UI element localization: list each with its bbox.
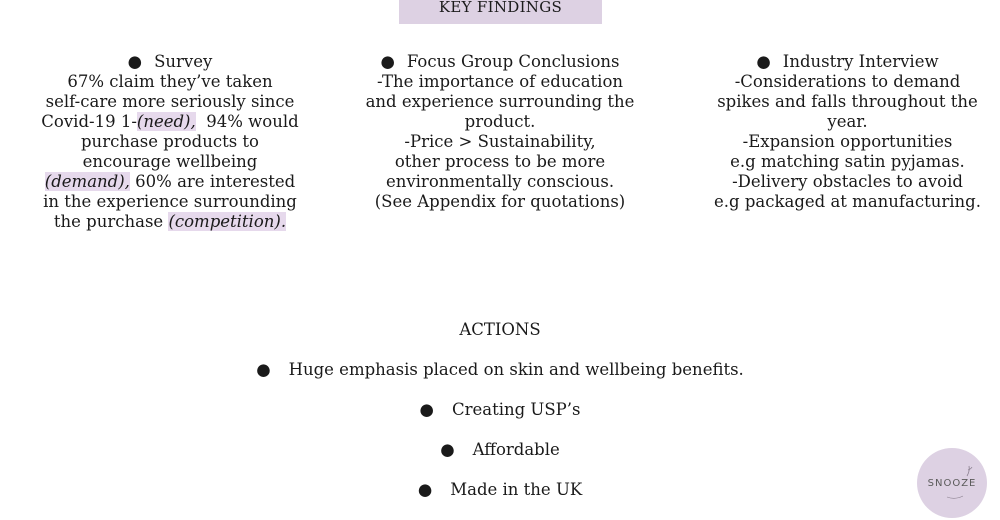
industry-line: -Considerations to demand bbox=[734, 72, 961, 91]
key-findings-title bbox=[399, 0, 602, 24]
action-item: ● Huge emphasis placed on skin and wellbeing benefits. bbox=[256, 360, 744, 379]
survey-line: purchase products to bbox=[81, 132, 259, 151]
survey-line: Covid-19 1-(need), 94% would bbox=[41, 112, 299, 131]
focus-line: environmentally conscious. bbox=[385, 172, 615, 191]
bullet-icon: ● bbox=[256, 360, 271, 379]
action-item: ● Made in the UK bbox=[417, 480, 583, 499]
focus-group-column bbox=[355, 52, 645, 212]
industry-interview-heading: ● Industry Interview bbox=[756, 52, 939, 71]
focus-line: other process to be more bbox=[394, 152, 606, 171]
industry-line: -Delivery obstacles to avoid bbox=[732, 172, 963, 191]
demand-highlight: (demand), bbox=[44, 172, 130, 191]
survey-line: self-care more seriously since bbox=[45, 92, 295, 111]
logo-text: SNOOZE bbox=[927, 478, 977, 489]
focus-group-heading: ● Focus Group Conclusions bbox=[380, 52, 620, 71]
industry-line: e.g matching satin pyjamas. bbox=[730, 152, 965, 171]
bullet-icon: ● bbox=[756, 52, 771, 71]
focus-line: -The importance of education bbox=[376, 72, 624, 91]
bullet-icon: ● bbox=[419, 400, 434, 419]
survey-line: in the experience surrounding bbox=[43, 192, 297, 211]
bullet-icon: ● bbox=[127, 52, 143, 71]
actions-list bbox=[0, 360, 1000, 520]
survey-line: encourage wellbeing bbox=[82, 152, 258, 171]
industry-line: year. bbox=[827, 112, 868, 131]
bullet-icon: ● bbox=[380, 52, 395, 71]
industry-line: spikes and falls throughout the bbox=[717, 92, 978, 111]
focus-line: -Price > Sustainability, bbox=[404, 132, 596, 151]
survey-line: the purchase (competition). bbox=[53, 212, 287, 231]
snooze-logo bbox=[917, 448, 987, 518]
survey-heading: ● Survey bbox=[127, 52, 213, 71]
survey-column bbox=[30, 52, 310, 232]
industry-interview-column bbox=[710, 52, 985, 212]
survey-line: (demand), 60% are interested bbox=[44, 172, 296, 191]
industry-line: e.g packaged at manufacturing. bbox=[714, 192, 981, 211]
industry-line: -Expansion opportunities bbox=[742, 132, 953, 151]
bullet-icon: ● bbox=[440, 440, 455, 459]
actions-title: ACTIONS bbox=[459, 320, 541, 339]
survey-line: 67% claim they’ve taken bbox=[67, 72, 273, 91]
competition-highlight: (competition). bbox=[168, 212, 287, 231]
action-item: ● Creating USP’s bbox=[419, 400, 581, 419]
action-item: ● Affordable bbox=[440, 440, 560, 459]
key-findings-title-text: KEY FINDINGS bbox=[438, 0, 563, 16]
focus-line: (See Appendix for quotations) bbox=[374, 192, 626, 211]
focus-line: and experience surrounding the bbox=[365, 92, 635, 111]
focus-line: product. bbox=[464, 112, 536, 131]
bullet-icon: ● bbox=[417, 480, 433, 499]
need-highlight: (need), bbox=[136, 112, 196, 131]
